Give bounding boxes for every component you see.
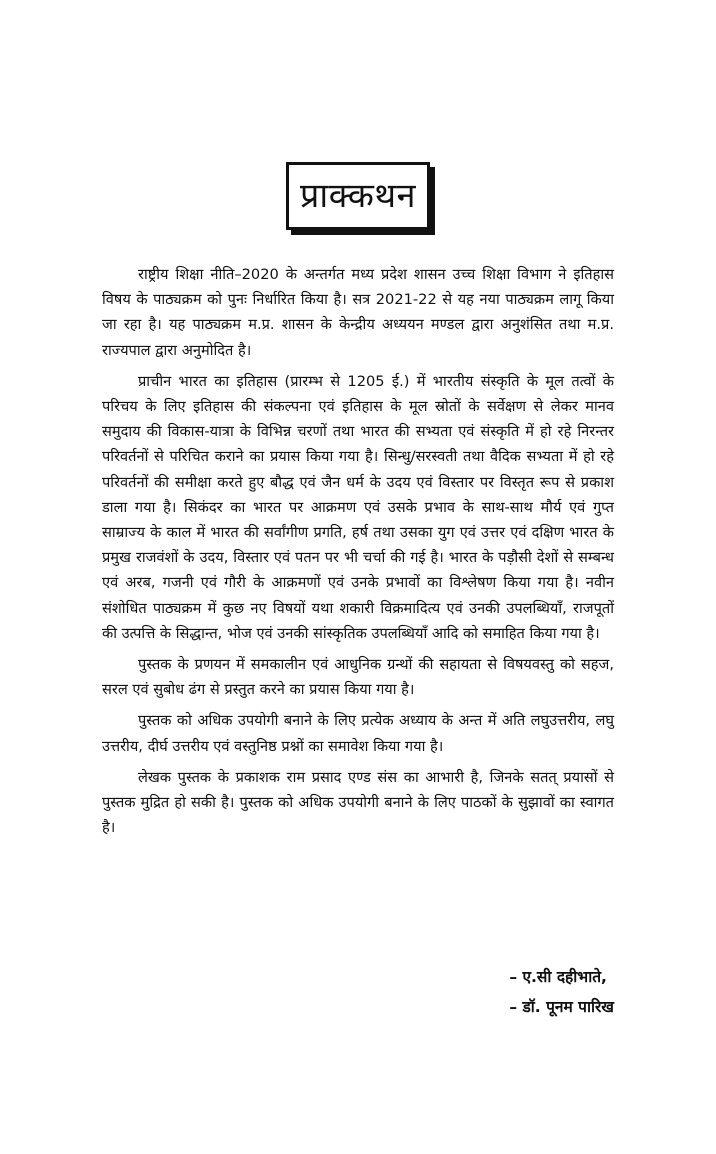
paragraph-3: पुस्तक के प्रणयन में समकालीन एवं आधुनिक ग्रन्थों की सहायता से विषयवस्तु को सहज, सरल एवं सुबोध ढंग से प्रस्तुत करने का प्रयास किया गया है। xyxy=(102,656,614,699)
paragraph-4: पुस्तक को अधिक उपयोगी बनाने के लिए प्रत्येक अध्याय के अन्त में अति लघुउत्तरीय, लघु उत्तरीय, दीर्घ उत्तरीय एवं वस्तुनिष्ठ प्रश्नों का समावेश किया गया है। xyxy=(102,712,614,755)
preface-body xyxy=(102,262,614,846)
author-name-1: – ए.सी दहीभाते, xyxy=(509,968,607,986)
page-title: प्राक्कथन xyxy=(300,176,416,216)
paragraph-5: लेखक पुस्तक के प्रकाशक राम प्रसाद एण्ड संस का आभारी है, जिनके सतत् प्रयासों से पुस्तक मुद्रित हो सकी है। पुस्तक को अधिक उपयोगी बनाने के लिए पाठकों के सुझावों का स्वागत है। xyxy=(102,768,614,837)
title-box xyxy=(286,162,430,230)
paragraph-2: प्राचीन भारत का इतिहास (प्रारम्भ से 1205 ई.) में भारतीय संस्कृति के मूल तत्वों के परिचय के लिए इतिहास की संकल्पना एवं इतिहास के मूल स्रोतों के सर्वेक्षण से लेकर मानव समुदाय की विकास-यात्रा के विभिन्न चरणों तथा भारत की सभ्यता एवं संस्कृति में हो रहे निरन्तर परिवर्तनों से परिचित कराने का प्रयास किया गया है। सिन्धु/सरस्वती तथा वैदिक सभ्यता में हो रहे परिवर्तनों की समीक्षा करते हुए बौद्ध एवं जैन धर्म के उदय एवं विस्तार पर विस्तृत रूप से प्रकाश डाला गया है। सिकंदर का भारत पर आक्रमण एवं उसके प्रभाव के साथ-साथ मौर्य एवं गुप्त साम्राज्य के काल में भारत की सर्वांगीण प्रगति, हर्ष तथा उसका युग एवं उत्तर एवं दक्षिण भारत के प्रमुख राजवंशों के उदय, विस्तार एवं पतन पर भी चर्चा की गई है। भारत के पड़ौसी देशों से सम्बन्ध एवं अरब, गजनी एवं गौरी के आक्रमणों एवं उनके प्रभावों का विश्लेषण किया गया है। नवीन संशोधित पाठ्यक्रम में कुछ नए विषयों यथा शकारी विक्रमादित्य एवं उनकी उपलब्धियाँ, राजपूतों की उत्पत्ति के सिद्धान्त, भोज एवं उनकी सांस्कृतिक उपलब्धियाँ आदि को समाहित किया गया है। xyxy=(102,372,614,642)
author-name-2: – डॉ. पूनम पारिख xyxy=(509,998,614,1016)
paragraph-1: राष्ट्रीय शिक्षा नीति–2020 के अन्तर्गत मध्य प्रदेश शासन उच्च शिक्षा विभाग ने इतिहास विषय के पाठ्यक्रम को पुनः निर्धारित किया है। सत्र 2021-22 से यह नया पाठ्यक्रम लागू किया जा रहा है। यह पाठ्यक्रम म.प्र. शासन के केन्द्रीय अध्ययन मण्डल द्वारा अनुशंसित तथा म.प्र. राज्यपाल द्वारा अनुमोदित है। xyxy=(102,266,614,359)
author-signatures xyxy=(509,962,614,1022)
